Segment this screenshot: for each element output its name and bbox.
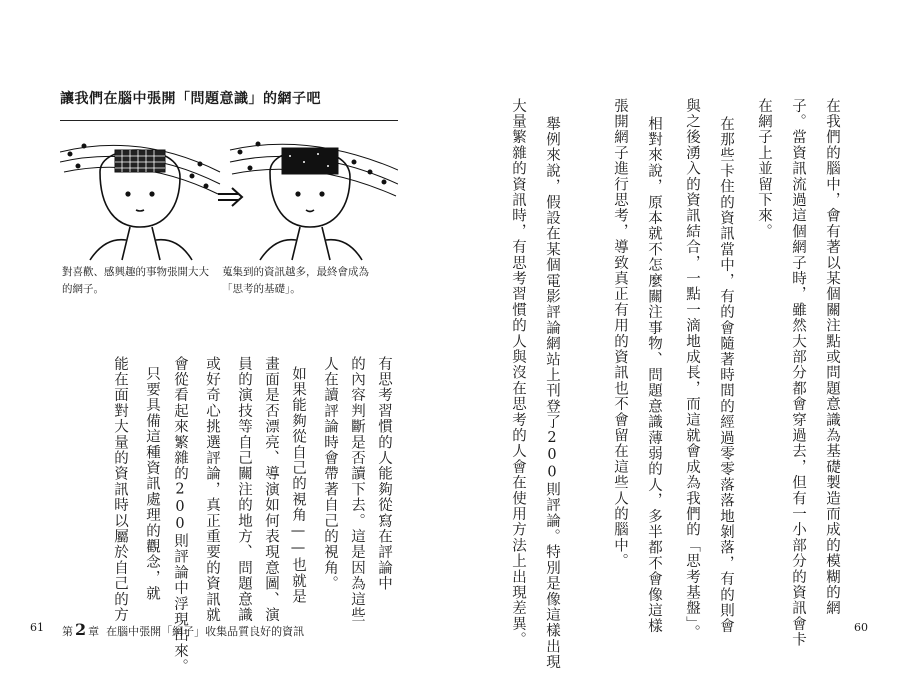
chapter-title: 在腦中張開「網子」收集品質良好的資訊 <box>106 625 305 638</box>
caption-right: 蒐集到的資訊越多，最終會成為「思考的基礎」。 <box>222 266 369 295</box>
column: 員的演技等自己關注的地方、問題意識 <box>236 356 252 623</box>
column: 大量繁雜的資訊時，有思考習慣的人與沒在思考的人會在使用方法上出現差異。 <box>510 98 526 648</box>
column: 能在面對大量的資訊時以屬於自己的方 <box>112 356 128 623</box>
column: 張開網子進行思考，導致真正有用的資訊也不會留在這些人的腦中。 <box>612 98 628 569</box>
column: 相對來說，原本就不怎麼關注事物、問題意識薄弱的人，多半都不會像這樣 <box>646 116 662 635</box>
column: 子。當資訊流過這個網子時，雖然大部分都會穿過去，但有一小部分的資訊會卡 <box>790 98 806 648</box>
column: 有思考習慣的人能夠從寫在評論中 <box>376 356 392 592</box>
column: 如果能夠從自己的視角——也就是 <box>290 366 306 605</box>
column: 畫面是否漂亮、導演如何表現意圖、演 <box>263 356 279 623</box>
column: 在我們的腦中，會有著以某個關注點或問題意識為基礎製造而成的模糊的網 <box>824 98 840 617</box>
column: 會從看起來繁雜的200則評論中浮現出來。 <box>172 356 188 675</box>
caption-left: 對喜歡、感興趣的事物張開大大的網子。 <box>62 266 209 295</box>
section-title: 讓我們在腦中張開「問題意識」的網子吧 <box>60 91 321 107</box>
column: 舉例來說，假設在某個電影評論網站上刊登了200則評論。特別是像這樣出現 <box>544 116 560 670</box>
title-rule <box>60 120 398 121</box>
head-with-net-illustration <box>60 132 398 262</box>
column: 或好奇心挑選評論，真正重要的資訊就 <box>204 356 220 623</box>
column: 人在讀評論時會帶著自己的視角。 <box>322 356 338 592</box>
page-number: 61 <box>30 621 44 634</box>
running-header <box>62 620 304 639</box>
column: 與之後湧入的資訊結合，一點一滴地成長，而這就會成為我們的「思考基盤」。 <box>684 98 700 641</box>
net-right <box>230 142 398 196</box>
page-number: 60 <box>854 621 868 634</box>
column: 只要具備這種資訊處理的觀念，就 <box>144 366 160 602</box>
column: 的內容判斷是否讀下去。這是因為這些 <box>349 356 365 623</box>
column: 在那些卡住的資訊當中，有的會隨著時間的經過零零落落地剝落，有的則會 <box>718 116 734 635</box>
column: 在網子上並留下來。 <box>756 98 772 240</box>
double-arrow-right-icon <box>218 188 242 206</box>
chapter-number: 2 <box>75 620 87 639</box>
chapter-prefix: 第 <box>62 625 73 638</box>
net-left <box>60 144 220 194</box>
right-page <box>450 0 900 670</box>
chapter-suffix: 章 <box>88 625 100 638</box>
